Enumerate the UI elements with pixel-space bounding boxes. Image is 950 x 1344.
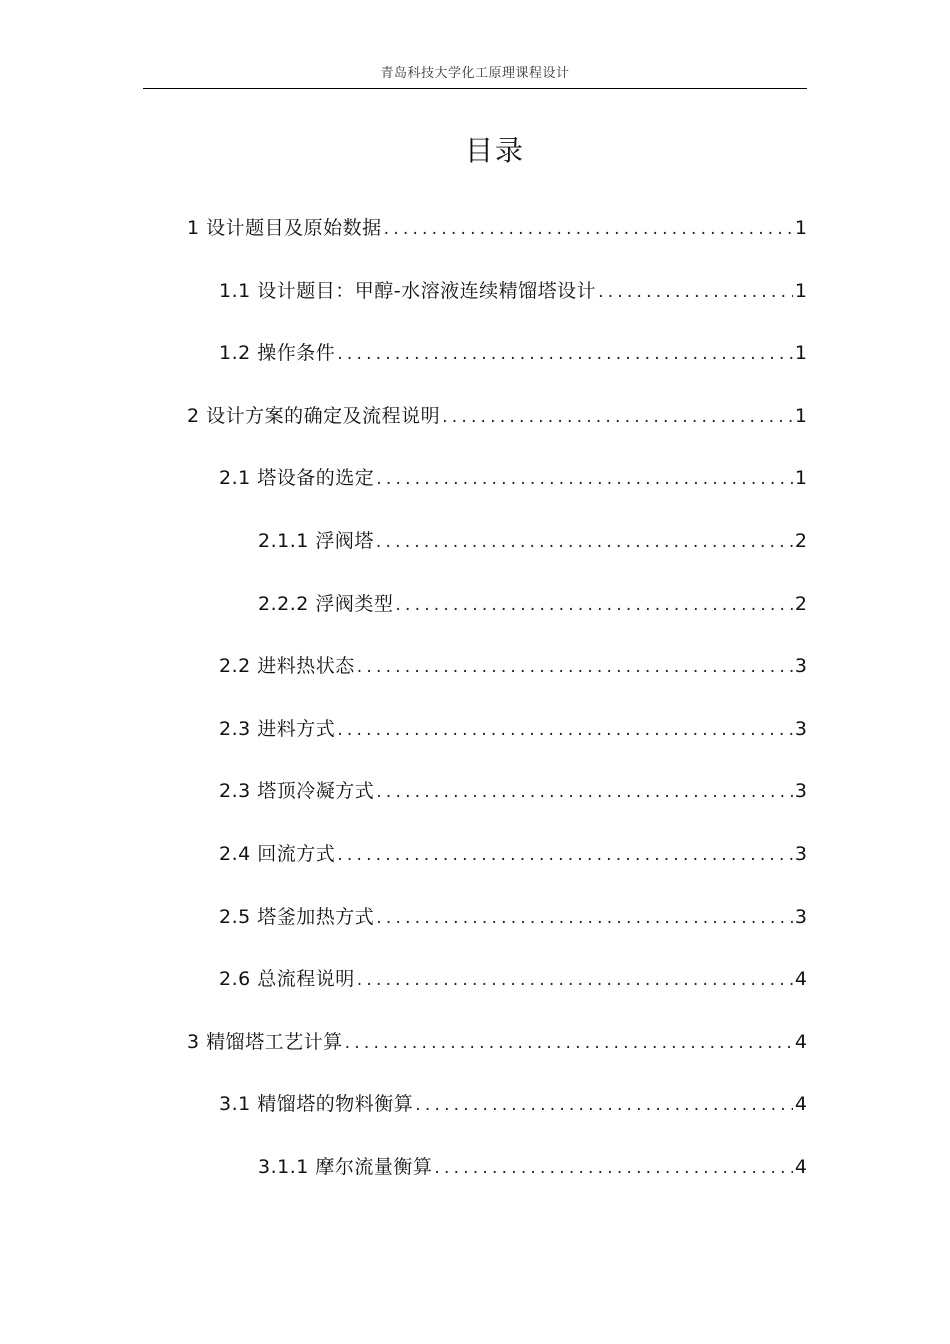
toc-dot-leader: [345, 1026, 793, 1060]
toc-entry-label: 2.6 总流程说明: [219, 968, 355, 991]
toc-entry-page-number: 4: [794, 1030, 807, 1053]
toc-entry[interactable]: [219, 461, 807, 495]
toc-entry[interactable]: [258, 1150, 807, 1184]
toc-dot-leader: [415, 1088, 793, 1122]
toc-dot-leader: [337, 838, 793, 872]
toc-dot-leader: [376, 775, 793, 809]
toc-entry-page-number: 3: [794, 843, 807, 865]
toc-entry-label: 2.5 塔釜加热方式: [219, 905, 375, 928]
toc-dot-leader: [376, 462, 793, 496]
toc-entry-label: 2.3 进料方式: [219, 717, 336, 740]
toc-entry-page-number: 3: [794, 717, 807, 740]
toc-entry-page-number: 1: [794, 404, 807, 427]
toc-entry-label: 3 精馏塔工艺计算: [187, 1030, 343, 1053]
toc-title: 目录: [464, 134, 525, 167]
page-header: [143, 64, 807, 89]
toc-entry[interactable]: [187, 399, 807, 433]
toc-entry-page-number: 3: [794, 780, 807, 803]
toc-entry-label: 2.2 进料热状态: [219, 655, 355, 678]
toc-entry[interactable]: [219, 962, 807, 996]
toc-dot-leader: [376, 525, 793, 559]
toc-entry-label: 3.1.1 摩尔流量衡算: [258, 1156, 433, 1178]
toc-entry-page-number: 1: [794, 342, 807, 365]
toc-dot-leader: [337, 713, 793, 747]
toc-entry[interactable]: [258, 587, 807, 621]
toc-dot-leader: [357, 963, 793, 997]
toc-entry-page-number: 1: [794, 467, 807, 490]
toc-dot-leader: [337, 337, 793, 371]
toc-entry-label: 2.1 塔设备的选定: [219, 467, 375, 490]
toc-entry-page-number: 4: [794, 1093, 807, 1116]
toc-entry[interactable]: [219, 774, 807, 808]
toc-entry-label: 2.1.1 浮阀塔: [258, 530, 374, 552]
toc-entry-label: 2.2.2 浮阀类型: [258, 592, 394, 615]
toc-entry[interactable]: [219, 274, 807, 308]
toc-entry-label: 2 设计方案的确定及流程说明: [187, 404, 441, 427]
toc-entry-page-number: 3: [794, 655, 807, 678]
toc-entry[interactable]: [219, 900, 807, 934]
toc-entry-page-number: 2: [794, 592, 807, 615]
toc-entry[interactable]: [219, 1087, 807, 1121]
toc-entry[interactable]: [219, 649, 807, 683]
toc-dot-leader: [434, 1151, 793, 1185]
toc-entry[interactable]: [258, 524, 807, 558]
toc-entry-label: 2.4 回流方式: [219, 843, 336, 865]
toc-dot-leader: [384, 212, 793, 246]
toc-entry-page-number: 1: [794, 279, 807, 302]
toc-entry-page-number: 3: [794, 905, 807, 928]
toc-entry[interactable]: [187, 211, 807, 245]
toc-entry-label: 1.1 设计题目：甲醇-水溶液连续精馏塔设计: [219, 279, 597, 302]
toc-entry[interactable]: [219, 837, 807, 871]
toc-dot-leader: [598, 275, 793, 309]
toc-entry-page-number: 4: [794, 968, 807, 991]
page-header-text: 青岛科技大学化工原理课程设计: [380, 66, 570, 81]
toc-entry-page-number: 2: [794, 530, 807, 552]
toc-entry-page-number: 1: [794, 217, 807, 239]
toc-entry-label: 2.3 塔顶冷凝方式: [219, 780, 375, 803]
toc-entry[interactable]: [219, 712, 807, 746]
toc-entry[interactable]: [187, 1025, 807, 1059]
toc-entry-label: 1 设计题目及原始数据: [187, 217, 382, 239]
toc-dot-leader: [357, 650, 793, 684]
toc-dot-leader: [442, 400, 793, 434]
toc-entry[interactable]: [219, 336, 807, 370]
toc-entry-label: 1.2 操作条件: [219, 342, 336, 365]
toc-entry-label: 3.1 精馏塔的物料衡算: [219, 1093, 414, 1116]
toc-dot-leader: [395, 588, 793, 622]
toc-dot-leader: [376, 901, 793, 935]
toc-entry-page-number: 4: [794, 1156, 807, 1178]
